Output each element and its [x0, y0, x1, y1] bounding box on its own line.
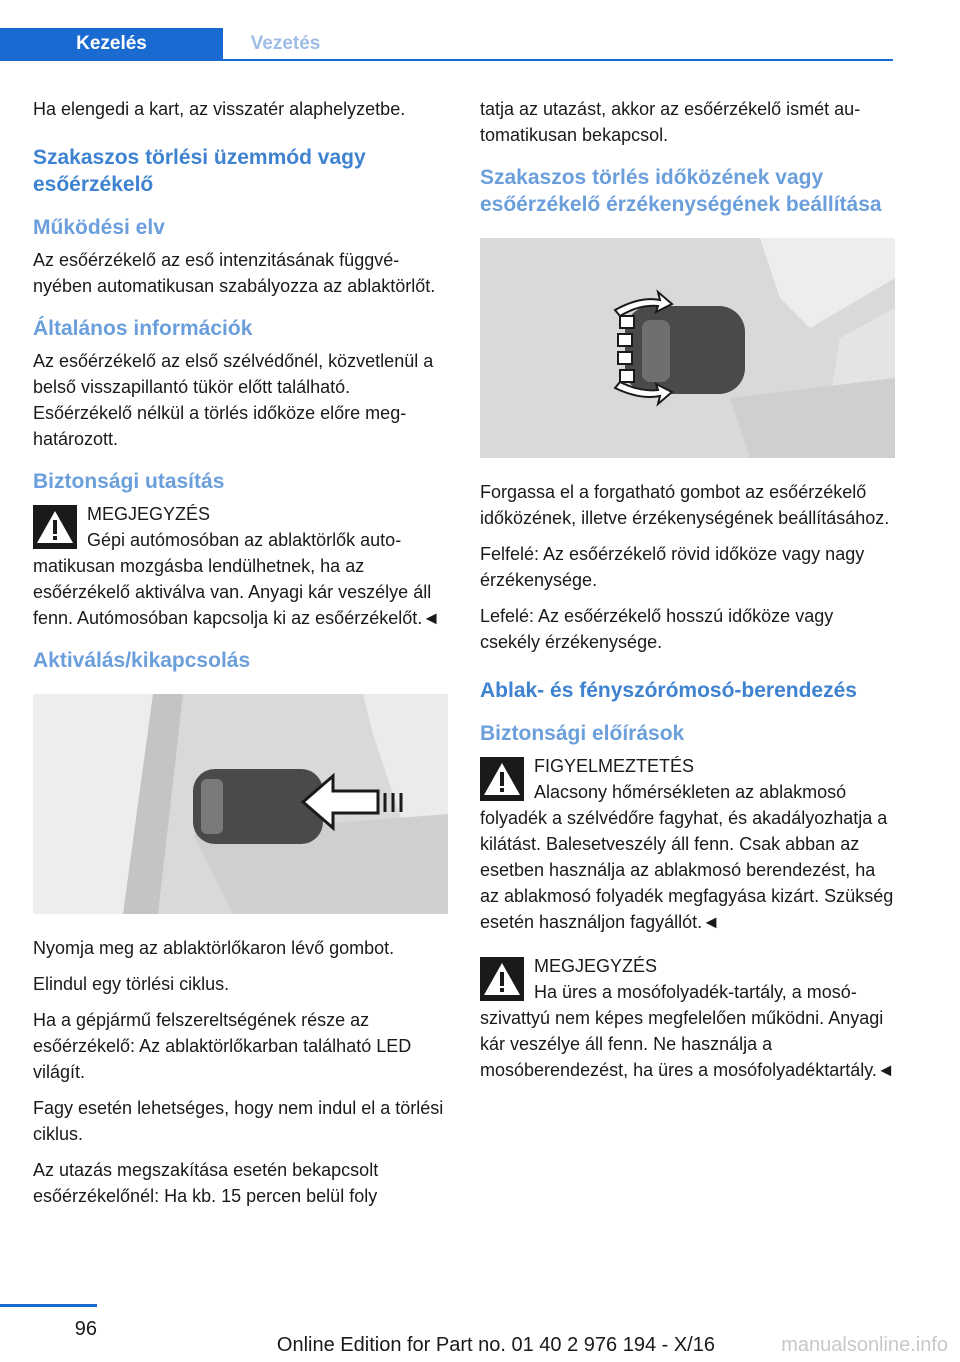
- warning-label: MEGJEGYZÉS: [87, 504, 211, 524]
- paragraph-cycle: Elindul egy törlési ciklus.: [33, 974, 230, 994]
- warning-label: FIGYELMEZTETÉS: [534, 756, 695, 776]
- tab-vezetes[interactable]: Vezetés: [250, 33, 321, 54]
- paragraph-release: Ha elengedi a kart, az visszatér alaphelyzetbe.: [33, 99, 406, 119]
- heading-safety: Biztonsági utasítás: [33, 470, 225, 493]
- paragraph-down: Lefelé: Az esőérzékelő hosszú időköze vagy csekély érzékenysége.: [480, 606, 834, 652]
- warning-empty-tank: [480, 953, 895, 1083]
- left-column: [33, 96, 448, 1219]
- heading-principle: Működési elv: [33, 216, 165, 239]
- page-number: 96: [74, 1318, 97, 1340]
- paragraph-continue: tatja az utazást, akkor az esőérzékelő ismét automatikusan bekapcsol.: [480, 99, 861, 145]
- warning-text: Ha üres a mosófolyadék-tartály, a mosószivattyú nem képes megfelelően működni. Anyagi kár veszélye áll fenn. Ne használja a mosóberendezést, ha üres a mosófolyadéktartály.◄: [480, 982, 895, 1080]
- paragraph-principle: Az esőérzékelő az eső intenzitásának függvényében automatikusan szabályozza az ablaktörlőt.: [33, 250, 436, 296]
- edition-note: Online Edition for Part no. 01 40 2 976 194 - X/16: [276, 1334, 715, 1356]
- paragraph-frost: Fagy esetén lehetséges, hogy nem indul el a törlési ciklus.: [33, 1098, 444, 1144]
- paragraph-general-info: Az esőérzékelő az első szélvédőnél, közvetlenül a belső visszapillantó tükör előtt található. Esőérzékelő nélkül a törlés időköze előre meghatározott.: [33, 351, 434, 449]
- tab-kezeles[interactable]: Kezelés: [0, 28, 223, 60]
- warning-freeze: [480, 753, 895, 935]
- heading-washer: Ablak- és fényszórómosó-berendezés: [480, 679, 857, 702]
- warning-triangle-icon: [33, 505, 77, 549]
- heading-adjust: Szakaszos törlés időközének vagy esőérzékelő érzékenységének beállítása: [480, 166, 882, 216]
- heading-activation: Aktiválás/kikapcsolás: [33, 649, 251, 672]
- paragraph-rotate: Forgassa el a forgatható gombot az esőérzékelő időközének, illetve érzékenységének beállításához.: [480, 482, 890, 528]
- wiper-button-illustration: [33, 694, 448, 914]
- warning-label: MEGJEGYZÉS: [534, 956, 658, 976]
- paragraph-press: Nyomja meg az ablaktörlőkaron lévő gombot.: [33, 938, 395, 958]
- paragraph-up: Felfelé: Az esőérzékelő rövid időköze vagy nagy érzékenysége.: [480, 544, 865, 590]
- paragraph-led: Ha a gépjármű felszereltségének része az esőérzékelő: Az ablaktörlőkarban található LED világít.: [33, 1010, 412, 1082]
- warning-note-carwash: [33, 501, 448, 631]
- footer-rule: [0, 1304, 97, 1307]
- paragraph-interrupt: Az utazás megszakítása esetén bekapcsolt esőérzékelőnél: Ha kb. 15 percen belül foly: [33, 1160, 379, 1206]
- warning-text: Alacsony hőmérsékleten az ablakmosó folyadék a szélvédőre fagyhat, és akadályozhatja a kilátást. Balesetveszély áll fenn. Csak abban az esetben használja az ablakmosó berendezést, ha az ablakmosó folyadék megfagyása kizárt. Szükség esetén használjon fagyállót.◄: [480, 782, 894, 932]
- heading-interval-mode: Szakaszos törlési üzemmód vagy esőérzékelő: [33, 146, 366, 196]
- warning-text: Gépi autómosóban az ablaktörlők automatikusan mozgásba lendülhetnek, ha az esőérzékelő aktiválva van. Anyagi kár veszélye áll fenn. Autómosóban kapcsolja ki az esőérzékelőt.◄: [33, 530, 441, 628]
- watermark: manualsonline.info: [781, 1334, 948, 1356]
- heading-general-info: Általános információk: [33, 317, 253, 340]
- heading-safety-rules: Biztonsági előírások: [480, 722, 685, 745]
- chapter-tabs: [0, 28, 893, 60]
- right-column: [480, 96, 895, 1093]
- warning-triangle-icon: [480, 757, 524, 801]
- rotary-knob-illustration: [480, 238, 895, 458]
- header-rule: [0, 59, 893, 61]
- warning-triangle-icon: [480, 957, 524, 1001]
